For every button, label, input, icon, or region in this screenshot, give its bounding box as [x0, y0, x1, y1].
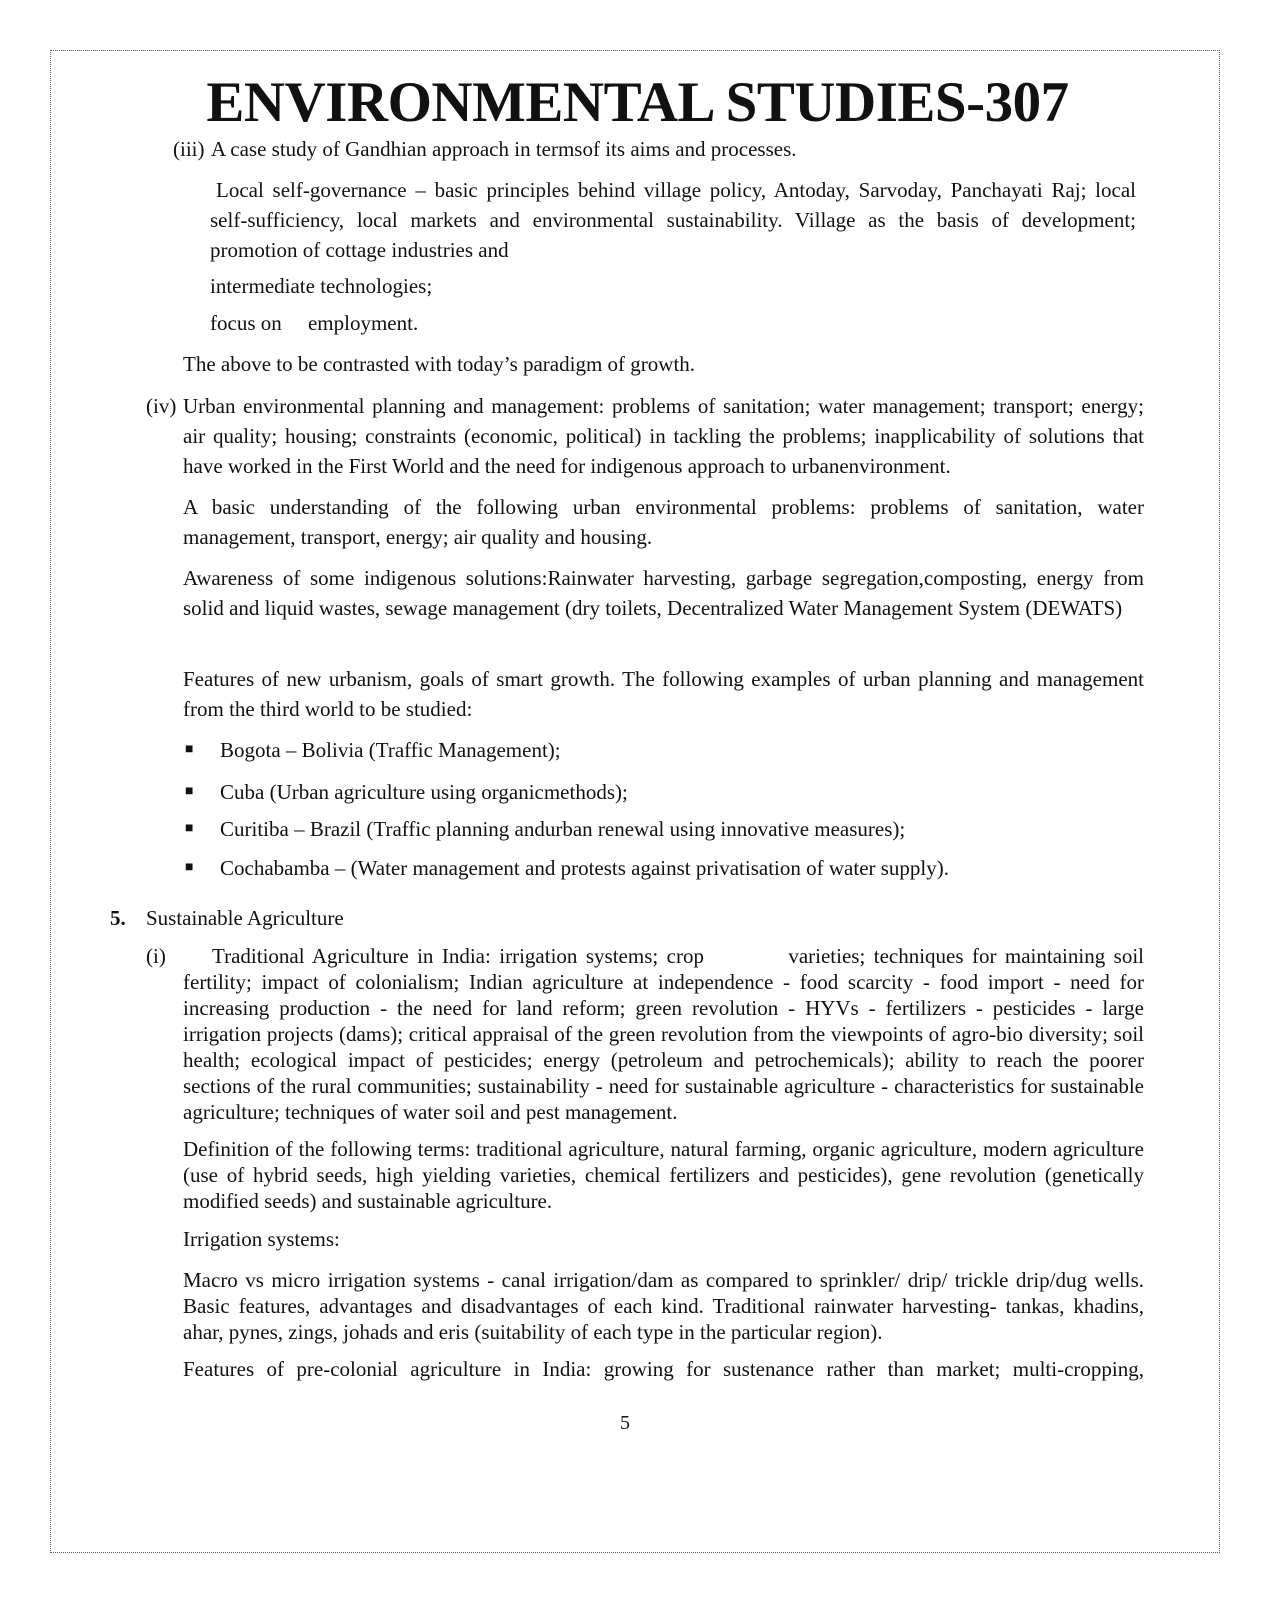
- section-iii-contrast: The above to be contrasted with today’s paradigm of growth.: [183, 352, 696, 376]
- bullet-marker: ■: [185, 742, 194, 757]
- section-iv-paragraph-2: A basic understanding of the following urban environmental problems: problems of sanitation, water management, transport, energy; air quality and housing.: [183, 495, 1144, 549]
- section-5-number: 5.: [110, 906, 126, 930]
- list-item: Bogota – Bolivia (Traffic Management);: [220, 738, 561, 762]
- section-5-sub-i-marker: (i): [146, 944, 166, 968]
- bullet-marker: ■: [185, 821, 194, 836]
- list-item: Curitiba – Brazil (Traffic planning andurban renewal using innovative measures);: [220, 817, 906, 841]
- section-iii-line-technologies: intermediate technologies;: [210, 274, 433, 298]
- page-title: ENVIRONMENTAL STUDIES-307: [206, 71, 1069, 134]
- section-iv-paragraph-1: Urban environmental planning and management: problems of sanitation; water management; transport; energy; air quality; housing; constraints (economic, political) in tackling the problems; inapplicability of solutions that have worked in the First World and the need for indigenous approach to urbanenvironment.: [183, 394, 1144, 478]
- precolonial-paragraph: Features of pre-colonial agriculture in India: growing for sustenance rather than market; multi-cropping,: [183, 1357, 1144, 1381]
- bullet-marker: ■: [185, 784, 194, 799]
- section-iii-line-employment: focus on employment.: [210, 311, 419, 335]
- list-item: Cuba (Urban agriculture using organicmethods);: [220, 780, 628, 804]
- section-5-sub-i-paragraph: Traditional Agriculture in India: irrigation systems; crop varieties; techniques for maintaining soil fertility; impact of colonialism; Indian agriculture at independence - food scarcity - food import - need for increasing production - the need for land reform; green revolution - HYVs - fertilizers - pesticides - large irrigation projects (dams); critical appraisal of the green revolution from the viewpoints of agro-bio diversity; soil health; ecological impact of pesticides; energy (petroleum and petrochemicals); ability to reach the poorer sections of the rural communities; sustainability - need for sustainable agriculture - characteristics for sustainable agriculture; techniques of water soil and pest management.: [183, 944, 1150, 1124]
- definition-paragraph: Definition of the following terms: traditional agriculture, natural farming, organic agriculture, modern agriculture (use of hybrid seeds, high yielding varieties, chemical fertilizers and pesticides), gene revolution (genetically modified seeds) and sustainable agriculture.: [183, 1137, 1144, 1213]
- section-5-heading: Sustainable Agriculture: [146, 906, 344, 930]
- section-iii-marker: (iii): [173, 137, 205, 161]
- section-iv-paragraph-3: Awareness of some indigenous solutions:Rainwater harvesting, garbage segregation,composting, energy from solid and liquid wastes, sewage management (dry toilets, Decentralized Water Management System (DEWATS): [183, 566, 1144, 620]
- section-iii-heading: A case study of Gandhian approach in termsof its aims and processes.: [211, 137, 797, 161]
- irrigation-heading: Irrigation systems:: [183, 1227, 340, 1251]
- irrigation-paragraph: Macro vs micro irrigation systems - canal irrigation/dam as compared to sprinkler/ drip/ trickle drip/dug wells. Basic features, advantages and disadvantages of each kind. Traditional rainwater harvesting- tankas, khadins, ahar, pynes, zings, johads and eris (suitability of each type in the particular region).: [183, 1268, 1144, 1344]
- page-number: 5: [620, 1412, 630, 1434]
- section-iv-marker: (iv): [146, 394, 177, 418]
- bullet-marker: ■: [185, 860, 194, 875]
- list-item: Cochabamba – (Water management and protests against privatisation of water supply).: [220, 856, 950, 880]
- section-iv-paragraph-4: Features of new urbanism, goals of smart growth. The following examples of urban planning and management from the third world to be studied:: [183, 667, 1144, 721]
- section-iii-paragraph: Local self-governance – basic principles behind village policy, Antoday, Sarvoday, Panchayati Raj; local self-sufficiency, local markets and environmental sustainability. Village as the basis of development; promotion of cottage industries and: [210, 178, 1136, 262]
